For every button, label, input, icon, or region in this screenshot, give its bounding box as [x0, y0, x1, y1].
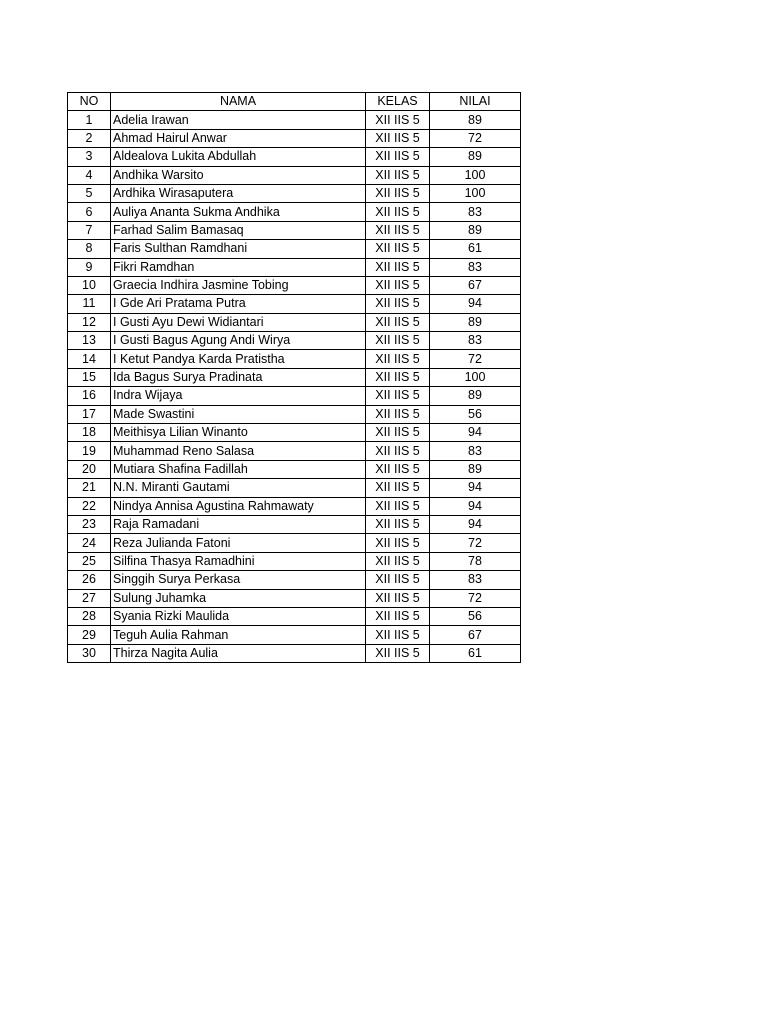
table-row [68, 350, 521, 368]
table-row [68, 534, 521, 552]
cell-nama: Nindya Annisa Agustina Rahmawaty [111, 497, 366, 515]
cell-nama: Silfina Thasya Ramadhini [111, 552, 366, 570]
table-row [68, 295, 521, 313]
cell-nilai: 72 [430, 534, 521, 552]
table-row [68, 258, 521, 276]
table-row [68, 313, 521, 331]
table-row [68, 387, 521, 405]
table-row [68, 589, 521, 607]
cell-nama: Singgih Surya Perkasa [111, 571, 366, 589]
cell-no: 13 [68, 332, 111, 350]
cell-kelas: XII IIS 5 [366, 295, 430, 313]
cell-nama: Aldealova Lukita Abdullah [111, 148, 366, 166]
cell-nama: Ida Bagus Surya Pradinata [111, 368, 366, 386]
table-row [68, 276, 521, 294]
cell-nama: Sulung Juhamka [111, 589, 366, 607]
column-header-nilai: NILAI [430, 93, 521, 111]
cell-nilai: 67 [430, 626, 521, 644]
cell-no: 1 [68, 111, 111, 129]
cell-kelas: XII IIS 5 [366, 460, 430, 478]
cell-nama: Indra Wijaya [111, 387, 366, 405]
cell-nilai: 61 [430, 644, 521, 662]
cell-nilai: 78 [430, 552, 521, 570]
table-row [68, 424, 521, 442]
cell-nama: I Ketut Pandya Karda Pratistha [111, 350, 366, 368]
cell-kelas: XII IIS 5 [366, 607, 430, 625]
cell-nilai: 83 [430, 442, 521, 460]
cell-kelas: XII IIS 5 [366, 368, 430, 386]
cell-kelas: XII IIS 5 [366, 589, 430, 607]
cell-kelas: XII IIS 5 [366, 129, 430, 147]
cell-nilai: 100 [430, 368, 521, 386]
cell-nilai: 72 [430, 129, 521, 147]
cell-nilai: 89 [430, 148, 521, 166]
cell-nilai: 89 [430, 221, 521, 239]
cell-nilai: 61 [430, 240, 521, 258]
cell-nama: Graecia Indhira Jasmine Tobing [111, 276, 366, 294]
table-row [68, 644, 521, 662]
cell-no: 3 [68, 148, 111, 166]
column-header-kelas: KELAS [366, 93, 430, 111]
cell-nama: N.N. Miranti Gautami [111, 479, 366, 497]
cell-kelas: XII IIS 5 [366, 148, 430, 166]
table-row [68, 479, 521, 497]
table-body [68, 111, 521, 663]
cell-kelas: XII IIS 5 [366, 166, 430, 184]
cell-no: 6 [68, 203, 111, 221]
cell-no: 2 [68, 129, 111, 147]
cell-nama: Raja Ramadani [111, 515, 366, 533]
cell-no: 21 [68, 479, 111, 497]
cell-no: 27 [68, 589, 111, 607]
cell-kelas: XII IIS 5 [366, 203, 430, 221]
table-row [68, 111, 521, 129]
cell-kelas: XII IIS 5 [366, 111, 430, 129]
table-row [68, 515, 521, 533]
table-row [68, 497, 521, 515]
cell-nilai: 56 [430, 405, 521, 423]
cell-nilai: 89 [430, 111, 521, 129]
cell-no: 10 [68, 276, 111, 294]
cell-nilai: 100 [430, 184, 521, 202]
cell-nilai: 89 [430, 313, 521, 331]
table-row [68, 607, 521, 625]
cell-nama: I Gusti Bagus Agung Andi Wirya [111, 332, 366, 350]
column-header-nama: NAMA [111, 93, 366, 111]
cell-nilai: 83 [430, 203, 521, 221]
cell-kelas: XII IIS 5 [366, 258, 430, 276]
cell-kelas: XII IIS 5 [366, 276, 430, 294]
table-row [68, 626, 521, 644]
table-row [68, 203, 521, 221]
cell-no: 22 [68, 497, 111, 515]
cell-nilai: 72 [430, 589, 521, 607]
cell-nama: Adelia Irawan [111, 111, 366, 129]
cell-nama: Muhammad Reno Salasa [111, 442, 366, 460]
cell-kelas: XII IIS 5 [366, 571, 430, 589]
cell-no: 11 [68, 295, 111, 313]
cell-nama: Fikri Ramdhan [111, 258, 366, 276]
cell-kelas: XII IIS 5 [366, 479, 430, 497]
cell-kelas: XII IIS 5 [366, 350, 430, 368]
cell-nilai: 83 [430, 332, 521, 350]
cell-kelas: XII IIS 5 [366, 626, 430, 644]
table-header [68, 93, 521, 111]
cell-nama: I Gde Ari Pratama Putra [111, 295, 366, 313]
table-row [68, 571, 521, 589]
table-row [68, 552, 521, 570]
cell-nilai: 72 [430, 350, 521, 368]
cell-nilai: 94 [430, 295, 521, 313]
table-row [68, 221, 521, 239]
cell-nama: Andhika Warsito [111, 166, 366, 184]
cell-no: 23 [68, 515, 111, 533]
cell-nama: Teguh Aulia Rahman [111, 626, 366, 644]
cell-nilai: 89 [430, 387, 521, 405]
cell-nilai: 56 [430, 607, 521, 625]
cell-no: 20 [68, 460, 111, 478]
cell-no: 24 [68, 534, 111, 552]
column-header-no: NO [68, 93, 111, 111]
cell-no: 7 [68, 221, 111, 239]
cell-kelas: XII IIS 5 [366, 424, 430, 442]
cell-nilai: 94 [430, 479, 521, 497]
table-row [68, 460, 521, 478]
cell-no: 25 [68, 552, 111, 570]
cell-nama: Farhad Salim Bamasaq [111, 221, 366, 239]
cell-no: 12 [68, 313, 111, 331]
cell-kelas: XII IIS 5 [366, 332, 430, 350]
table-row [68, 332, 521, 350]
cell-no: 28 [68, 607, 111, 625]
cell-nilai: 94 [430, 515, 521, 533]
cell-nama: Meithisya Lilian Winanto [111, 424, 366, 442]
cell-kelas: XII IIS 5 [366, 405, 430, 423]
student-grade-table [67, 92, 521, 663]
table-row [68, 148, 521, 166]
cell-no: 29 [68, 626, 111, 644]
cell-no: 16 [68, 387, 111, 405]
cell-kelas: XII IIS 5 [366, 534, 430, 552]
cell-no: 4 [68, 166, 111, 184]
cell-no: 17 [68, 405, 111, 423]
header-row [68, 93, 521, 111]
cell-kelas: XII IIS 5 [366, 221, 430, 239]
cell-kelas: XII IIS 5 [366, 497, 430, 515]
cell-nama: Thirza Nagita Aulia [111, 644, 366, 662]
cell-nama: Mutiara Shafina Fadillah [111, 460, 366, 478]
cell-nama: Syania Rizki Maulida [111, 607, 366, 625]
cell-nama: Ahmad Hairul Anwar [111, 129, 366, 147]
cell-nama: I Gusti Ayu Dewi Widiantari [111, 313, 366, 331]
cell-no: 15 [68, 368, 111, 386]
cell-nama: Made Swastini [111, 405, 366, 423]
cell-kelas: XII IIS 5 [366, 515, 430, 533]
cell-no: 9 [68, 258, 111, 276]
cell-no: 8 [68, 240, 111, 258]
cell-nilai: 83 [430, 571, 521, 589]
cell-kelas: XII IIS 5 [366, 313, 430, 331]
table-row [68, 405, 521, 423]
cell-kelas: XII IIS 5 [366, 387, 430, 405]
cell-kelas: XII IIS 5 [366, 552, 430, 570]
cell-kelas: XII IIS 5 [366, 442, 430, 460]
table-row [68, 240, 521, 258]
table-row [68, 166, 521, 184]
table-row [68, 368, 521, 386]
cell-no: 14 [68, 350, 111, 368]
cell-no: 30 [68, 644, 111, 662]
cell-nama: Faris Sulthan Ramdhani [111, 240, 366, 258]
table-row [68, 129, 521, 147]
cell-nilai: 67 [430, 276, 521, 294]
cell-nilai: 100 [430, 166, 521, 184]
cell-no: 18 [68, 424, 111, 442]
cell-nilai: 89 [430, 460, 521, 478]
cell-nilai: 94 [430, 497, 521, 515]
cell-nilai: 94 [430, 424, 521, 442]
cell-no: 19 [68, 442, 111, 460]
cell-kelas: XII IIS 5 [366, 184, 430, 202]
cell-no: 5 [68, 184, 111, 202]
table-row [68, 184, 521, 202]
cell-nama: Auliya Ananta Sukma Andhika [111, 203, 366, 221]
cell-kelas: XII IIS 5 [366, 240, 430, 258]
cell-nama: Reza Julianda Fatoni [111, 534, 366, 552]
cell-nama: Ardhika Wirasaputera [111, 184, 366, 202]
cell-kelas: XII IIS 5 [366, 644, 430, 662]
table-row [68, 442, 521, 460]
cell-nilai: 83 [430, 258, 521, 276]
cell-no: 26 [68, 571, 111, 589]
